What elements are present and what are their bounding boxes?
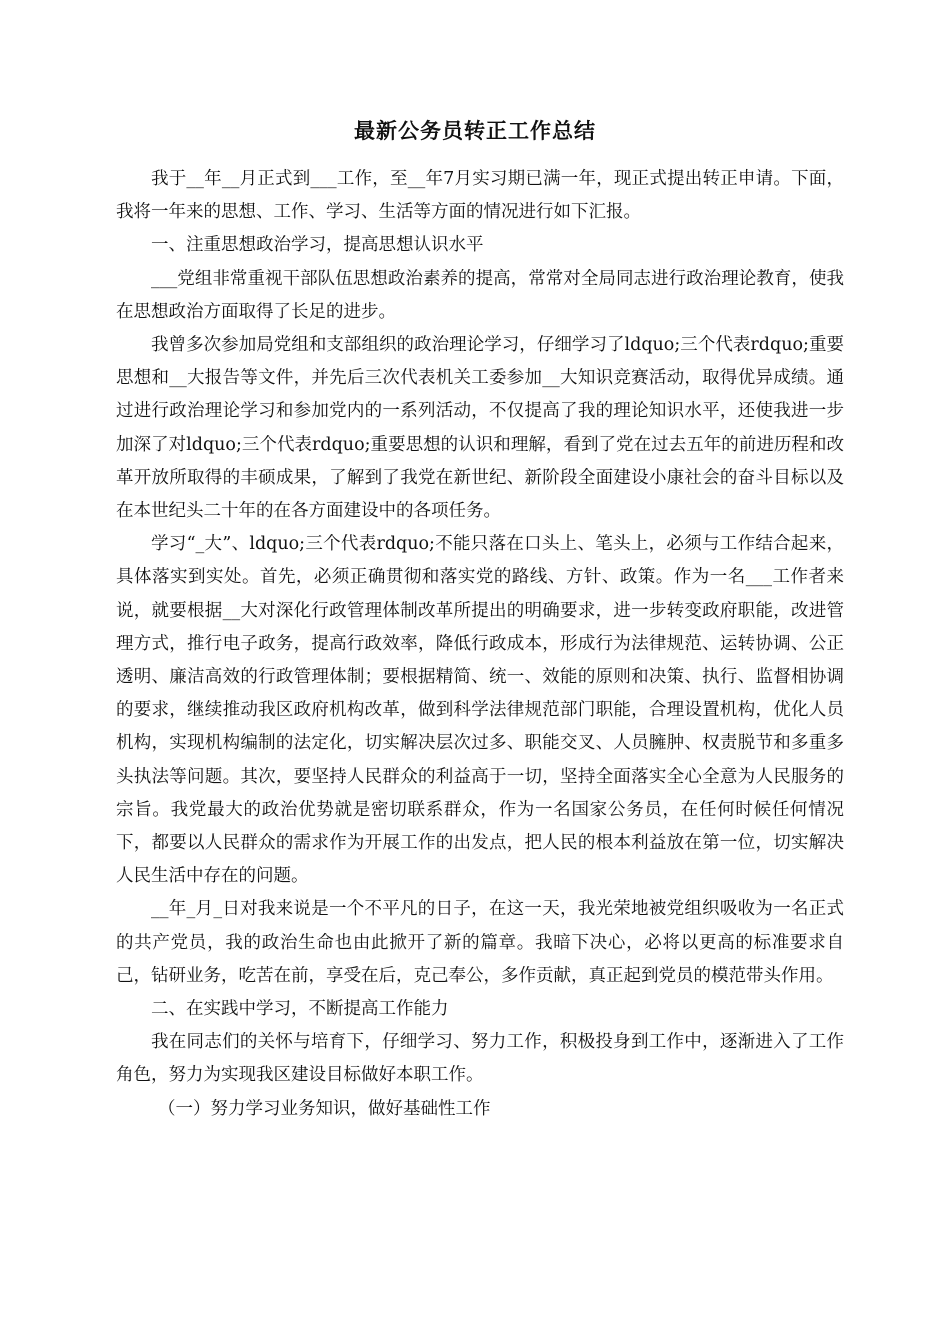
subsection-heading-1: （一）努力学习业务知识，做好基础性工作: [158, 1098, 491, 1119]
document-body: [116, 163, 844, 1126]
paragraph-work-role: 我在同志们的关怀与培育下，仔细学习、努力工作，积极投身到工作中，逐渐进入了工作角色，努力为实现我区建设目标做好本职工作。: [116, 1032, 844, 1086]
paragraph-party-membership: __年_月_日对我来说是一个不平凡的日子，在这一天，我光荣地被党组织吸收为一名正式的共产党员，我的政治生命也由此掀开了新的篇章。我暗下决心，必将以更高的标准要求自己，钻研业务，吃苦在前，享受在后，克己奉公，多作贡献，真正起到党员的模范带头作用。: [116, 899, 844, 986]
document-title: 最新公务员转正工作总结: [354, 119, 596, 143]
paragraph-theory-study: 我曾多次参加局党组和支部组织的政治理论学习，仔细学习了ldquo;三个代表rdquo;重要思想和__大报告等文件，并先后三次代表机关工委参加__大知识竞赛活动，取得优异成绩。通过进行政治理论学习和参加党内的一系列活动，不仅提高了我的理论知识水平，还使我进一步加深了对ldquo;三个代表rdquo;重要思想的认识和理解，看到了党在过去五年的前进历程和改革开放所取得的丰硕成果，了解到了我党在新世纪、新阶段全面建设小康社会的奋斗目标以及在本世纪头二十年的在各方面建设中的各项任务。: [116, 335, 844, 522]
section-heading-1: 一、注重思想政治学习，提高思想认识水平: [151, 235, 484, 256]
paragraph-practice: 学习“_大”、ldquo;三个代表rdquo;不能只落在口头上、笔头上，必须与工作结合起来，具体落实到实处。首先，必须正确贯彻和落实党的路线、方针、政策。作为一名___工作者来说，就要根据__大对深化行政管理体制改革所提出的明确要求，进一步转变政府职能，改进管理方式，推行电子政务，提高行政效率，降低行政成本，形成行为法律规范、运转协调、公正透明、廉洁高效的行政管理体制；要根据精简、统一、效能的原则和决策、执行、监督相协调的要求，继续推动我区政府机构改革，做到科学法律规范部门职能，合理设置机构，优化人员机构，实现机构编制的法定化，切实解决层次过多、职能交叉、人员臃肿、权责脱节和多重多头执法等问题。其次，要坚持人民群众的利益高于一切，坚持全面落实全心全意为人民服务的宗旨。我党最大的政治优势就是密切联系群众，作为一名国家公务员，在任何时候任何情况下，都要以人民群众的需求作为开展工作的出发点，把人民的根本利益放在第一位，切实解决人民生活中存在的问题。: [116, 534, 844, 887]
paragraph-intro: 我于__年__月正式到___工作，至__年7月实习期已满一年，现正式提出转正申请。下面，我将一年来的思想、工作、学习、生活等方面的情况进行如下汇报。: [116, 169, 844, 223]
section-heading-2: 二、在实践中学习，不断提高工作能力: [151, 999, 449, 1020]
paragraph-party-education: ___党组非常重视干部队伍思想政治素养的提高，常常对全局同志进行政治理论教育，使我在思想政治方面取得了长足的进步。: [116, 268, 844, 322]
